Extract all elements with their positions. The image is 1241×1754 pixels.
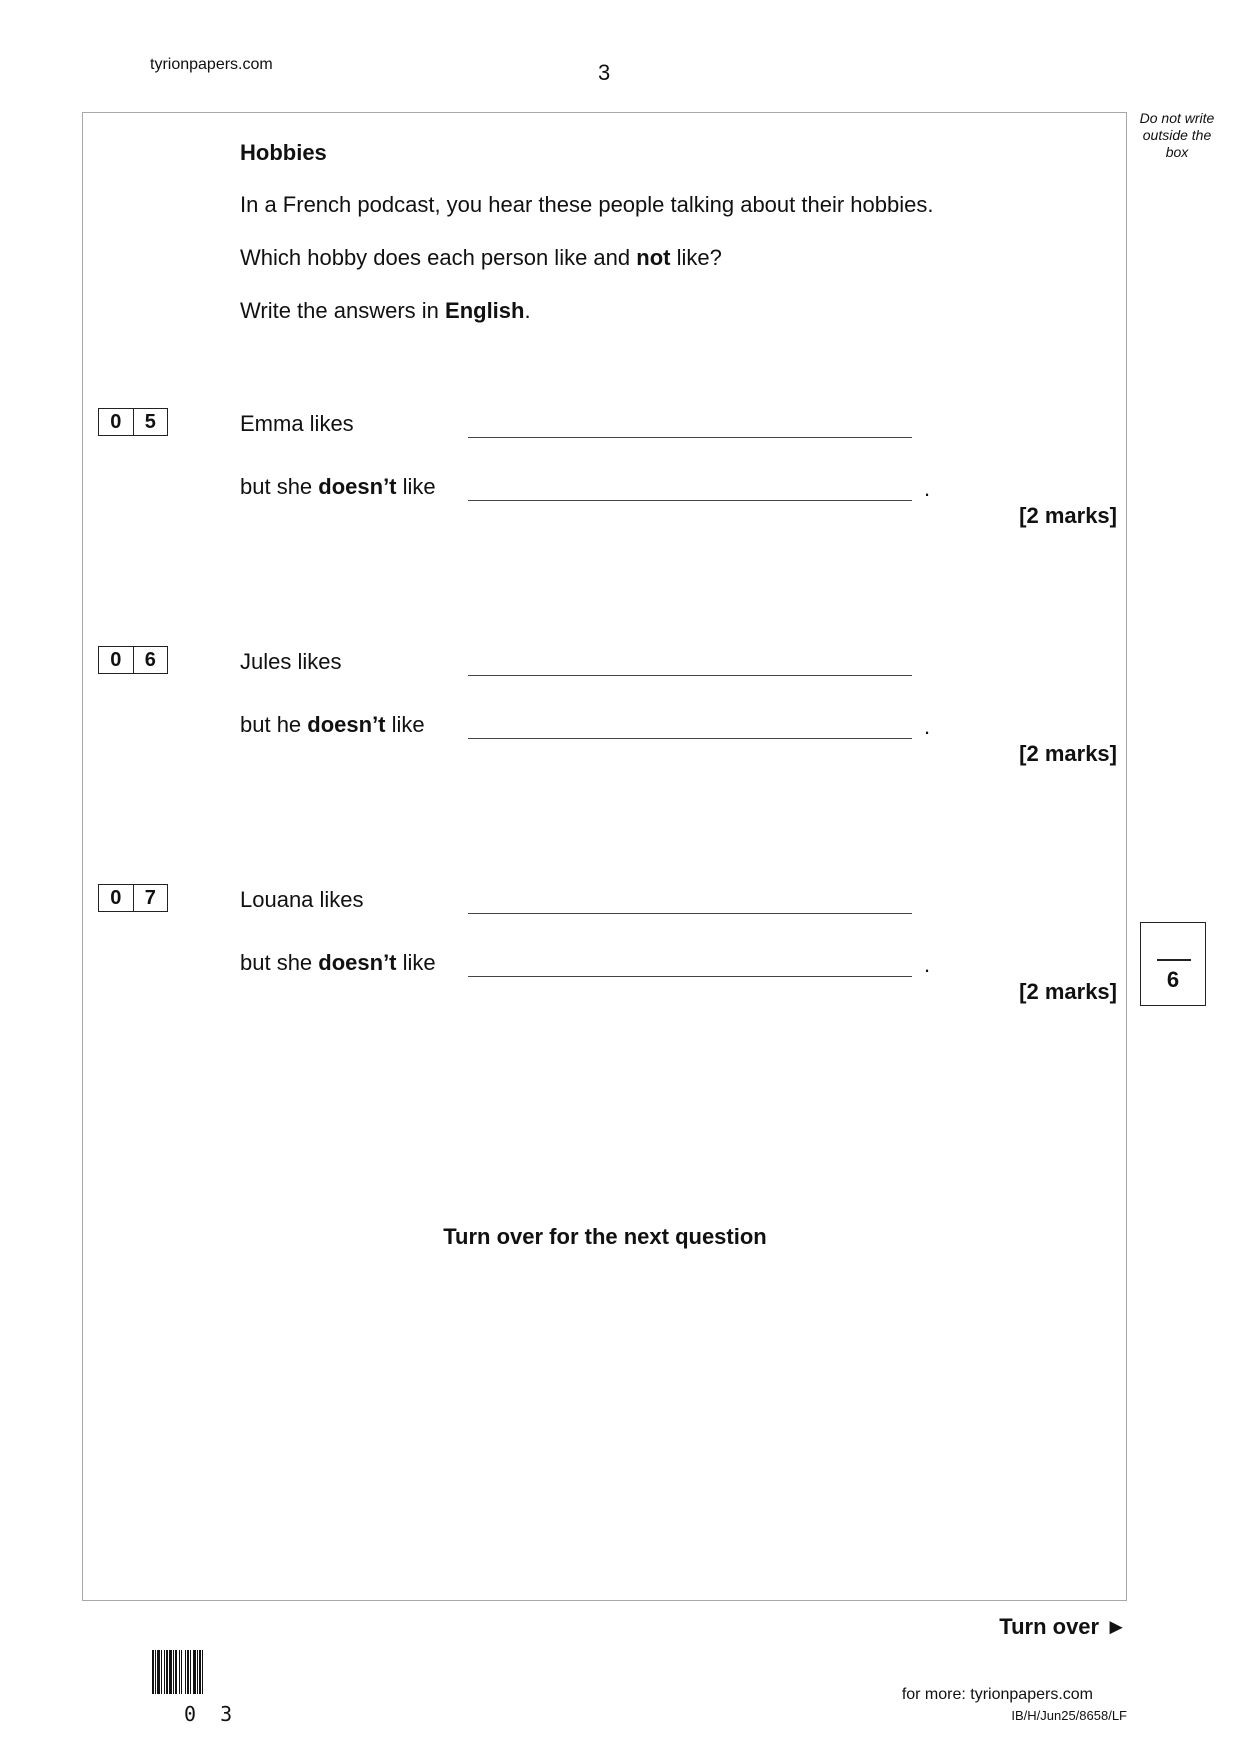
barcode	[152, 1650, 266, 1694]
dislike-label: but she doesn’t like	[240, 474, 436, 499]
score-total: 6	[1166, 967, 1180, 992]
footer-more: for more: tyrionpapers.com	[901, 1686, 1093, 1703]
answer-frame	[82, 112, 1127, 1601]
turn-over: Turn over ►	[999, 1614, 1127, 1639]
question-number-07: 0 7	[98, 884, 168, 912]
instruction-text: Which hobby does each person like and not like?	[240, 245, 722, 270]
marks-label: [2 marks]	[1019, 979, 1117, 1004]
paper-code: IB/H/Jun25/8658/LF	[1011, 1708, 1127, 1723]
margin-note: Do not write outside the box	[1139, 110, 1215, 160]
score-box	[1140, 922, 1206, 1006]
section-heading: Hobbies	[240, 140, 327, 165]
intro-text: In a French podcast, you hear these people talking about their hobbies.	[240, 192, 934, 217]
likes-label: Jules likes	[240, 649, 342, 674]
language-instruction: Write the answers in English.	[240, 298, 531, 323]
answer-line-dislike[interactable]	[468, 976, 912, 977]
dislike-label: but he doesn’t like	[240, 712, 425, 737]
answer-line-likes[interactable]	[468, 913, 912, 914]
answer-line-likes[interactable]	[468, 437, 912, 438]
marks-label: [2 marks]	[1019, 741, 1117, 766]
barcode-bar	[203, 1650, 205, 1694]
likes-label: Emma likes	[240, 411, 354, 436]
sentence-period: .	[924, 476, 931, 501]
answer-line-dislike[interactable]	[468, 500, 912, 501]
page-number: 3	[598, 60, 611, 85]
marks-label: [2 marks]	[1019, 503, 1117, 528]
answer-line-dislike[interactable]	[468, 738, 912, 739]
sentence-period: .	[924, 714, 931, 739]
likes-label: Louana likes	[240, 887, 364, 912]
question-number-06: 0 6	[98, 646, 168, 674]
sentence-period: .	[924, 952, 931, 977]
score-divider	[1157, 959, 1191, 961]
answer-line-likes[interactable]	[468, 675, 912, 676]
site-header: tyrionpapers.com	[150, 56, 273, 73]
barcode-number: 0 3	[184, 1702, 239, 1726]
dislike-label: but she doesn’t like	[240, 950, 436, 975]
question-number-05: 0 5	[98, 408, 168, 436]
turn-over-next-question: Turn over for the next question	[443, 1224, 767, 1249]
